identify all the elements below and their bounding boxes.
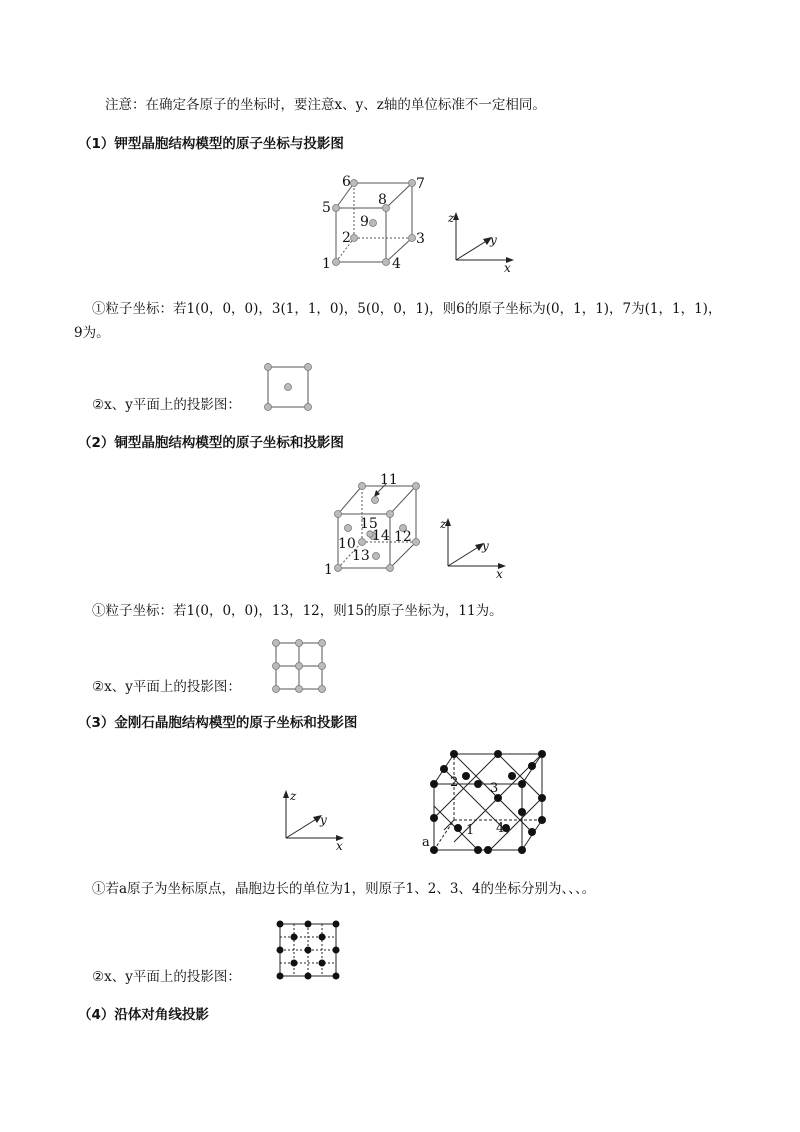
atom-label-1: 1 <box>322 256 331 272</box>
atom-label-15: 15 <box>360 516 378 532</box>
diamond-cell-figure <box>414 746 554 858</box>
section1-coord-line2: 9为。 <box>74 325 110 341</box>
section1-title: （1）钾型晶胞结构模型的原子坐标与投影图 <box>78 136 344 152</box>
section3-title: （3）金刚石晶胞结构模型的原子坐标和投影图 <box>78 715 358 731</box>
axis-x-label: x <box>496 567 503 581</box>
atom-label-7: 7 <box>416 176 425 192</box>
atom-label-8: 8 <box>378 192 387 208</box>
atom-label-3: 3 <box>416 231 425 247</box>
fcc-projection-figure <box>268 638 330 696</box>
section3-projection-label: ②x、y平面上的投影图： <box>92 969 241 985</box>
atom-label-3: 3 <box>490 781 499 796</box>
bcc-projection-figure <box>262 362 314 414</box>
axis-z-label: z <box>440 517 447 531</box>
axis-y-label: y <box>490 233 497 247</box>
fcc-cell-figure <box>318 470 440 580</box>
atom-label-9: 9 <box>360 214 369 230</box>
section2-coord-line: ①粒子坐标：若1(0，0，0)，13，12，则15的原子坐标为，11为。 <box>92 603 503 619</box>
atom-label-4: 4 <box>392 256 401 272</box>
axis-z-label: z <box>448 211 455 225</box>
bcc-cell-figure <box>316 168 438 278</box>
axes-figure-1 <box>448 208 528 278</box>
atom-label-2: 2 <box>342 230 351 246</box>
section1-coord-line1: ①粒子坐标：若1(0，0，0)，3(1，1，0)，5(0，0，1)，则6的原子坐标为(0，1，1)，7为(1，1，1)， <box>92 301 722 317</box>
diamond-projection-figure <box>272 918 342 980</box>
atom-label-a: a <box>422 835 430 850</box>
section1-projection-label: ②x、y平面上的投影图： <box>92 397 241 413</box>
atom-label-10: 10 <box>338 536 356 552</box>
atom-label-6: 6 <box>342 174 351 190</box>
atom-label-4: 4 <box>496 821 505 836</box>
note-text: 注意：在确定各原子的坐标时，要注意x、y、z轴的单位标准不一定相同。 <box>105 97 546 113</box>
section4-title: （4）沿体对角线投影 <box>78 1007 209 1023</box>
axes-figure-2 <box>440 514 520 584</box>
section2-title: （2）铜型晶胞结构模型的原子坐标和投影图 <box>78 435 344 451</box>
axis-z-label: z <box>290 789 297 803</box>
atom-label-13: 13 <box>352 548 370 564</box>
atom-label-14: 14 <box>372 528 390 544</box>
atom-label-11: 11 <box>380 472 398 488</box>
section2-projection-label: ②x、y平面上的投影图： <box>92 679 241 695</box>
atom-label-12: 12 <box>394 529 412 545</box>
axis-y-label: y <box>320 813 327 827</box>
section3-coord-line: ①若a原子为坐标原点，晶胞边长的单位为1，则原子1、2、3、4的坐标分别为、、、。 <box>92 881 596 897</box>
axis-x-label: x <box>336 839 343 853</box>
axes-figure-3 <box>278 786 358 856</box>
axis-x-label: x <box>504 261 511 275</box>
atom-label-5: 5 <box>322 200 331 216</box>
atom-label-1: 1 <box>466 823 475 838</box>
axis-y-label: y <box>482 539 489 553</box>
atom-label-1: 1 <box>324 562 333 578</box>
atom-label-2: 2 <box>450 775 459 790</box>
